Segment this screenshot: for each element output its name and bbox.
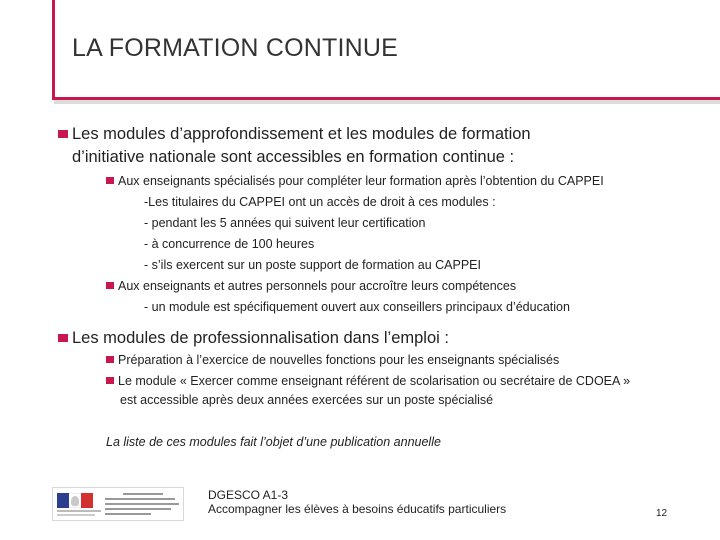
section2-sub2-line1: Le module « Exercer comme enseignant référent de scolarisation ou secrétaire de CDOEA » [118, 374, 631, 388]
bullet-icon [58, 130, 68, 138]
flag-red-stripe [81, 493, 93, 508]
footer-text [208, 488, 506, 516]
section1-sub2-line: - un module est spécifiquement ouvert aux conseillers principaux d’éducation [144, 300, 570, 314]
bullet-icon [58, 334, 68, 342]
section2-intro-text: Les modules de professionnalisation dans l’emploi : [72, 329, 449, 347]
page-title: LA FORMATION CONTINUE [72, 34, 398, 62]
title-shadow [54, 100, 720, 104]
page-number: 12 [656, 508, 668, 519]
section1-sub2: Aux enseignants et autres personnels pour accroître leurs compétences [118, 279, 517, 293]
bullet-icon [106, 177, 114, 184]
bullet-icon [106, 356, 114, 363]
section1-sub1: Aux enseignants spécialisés pour compléter leur formation après l’obtention du CAPPEI [118, 174, 604, 188]
flag-blue-stripe [57, 493, 69, 508]
section1-sub1-line: - pendant les 5 années qui suivent leur certification [144, 216, 426, 230]
marianne-icon [71, 496, 79, 506]
section1-intro-line1: Les modules d’approfondissement et les modules de formation [72, 125, 531, 143]
bullet-icon [106, 377, 114, 384]
section2-sub2-line2: est accessible après deux années exercées sur un poste spécialisé [120, 393, 494, 407]
ministry-logo [52, 487, 184, 521]
bullet-icon [106, 282, 114, 289]
logo-caption-line [57, 514, 95, 516]
section1-sub1-line: - à concurrence de 100 heures [144, 237, 315, 251]
logo-caption-line [57, 510, 101, 512]
section2-intro [58, 327, 449, 350]
section1-sublist [106, 171, 604, 318]
footer-org: DGESCO A1-3 [208, 488, 289, 502]
section2-sub1: Préparation à l’exercice de nouvelles fonctions pour les enseignants spécialisés [118, 353, 560, 367]
section1-sub1-line: - s’ils exercent sur un poste support de formation au CAPPEI [144, 258, 481, 272]
section1-intro-line2: d’initiative nationale sont accessibles en formation continue : [72, 148, 515, 166]
section1-intro [58, 123, 531, 169]
footer-subtitle: Accompagner les élèves à besoins éducatifs particuliers [208, 502, 507, 516]
section2-sublist [106, 350, 630, 408]
logo-text-lines [105, 493, 181, 518]
section1-sub1-line: -Les titulaires du CAPPEI ont un accès de droit à ces modules : [144, 195, 496, 209]
annual-publication-note: La liste de ces modules fait l’objet d’une publication annuelle [106, 435, 441, 449]
